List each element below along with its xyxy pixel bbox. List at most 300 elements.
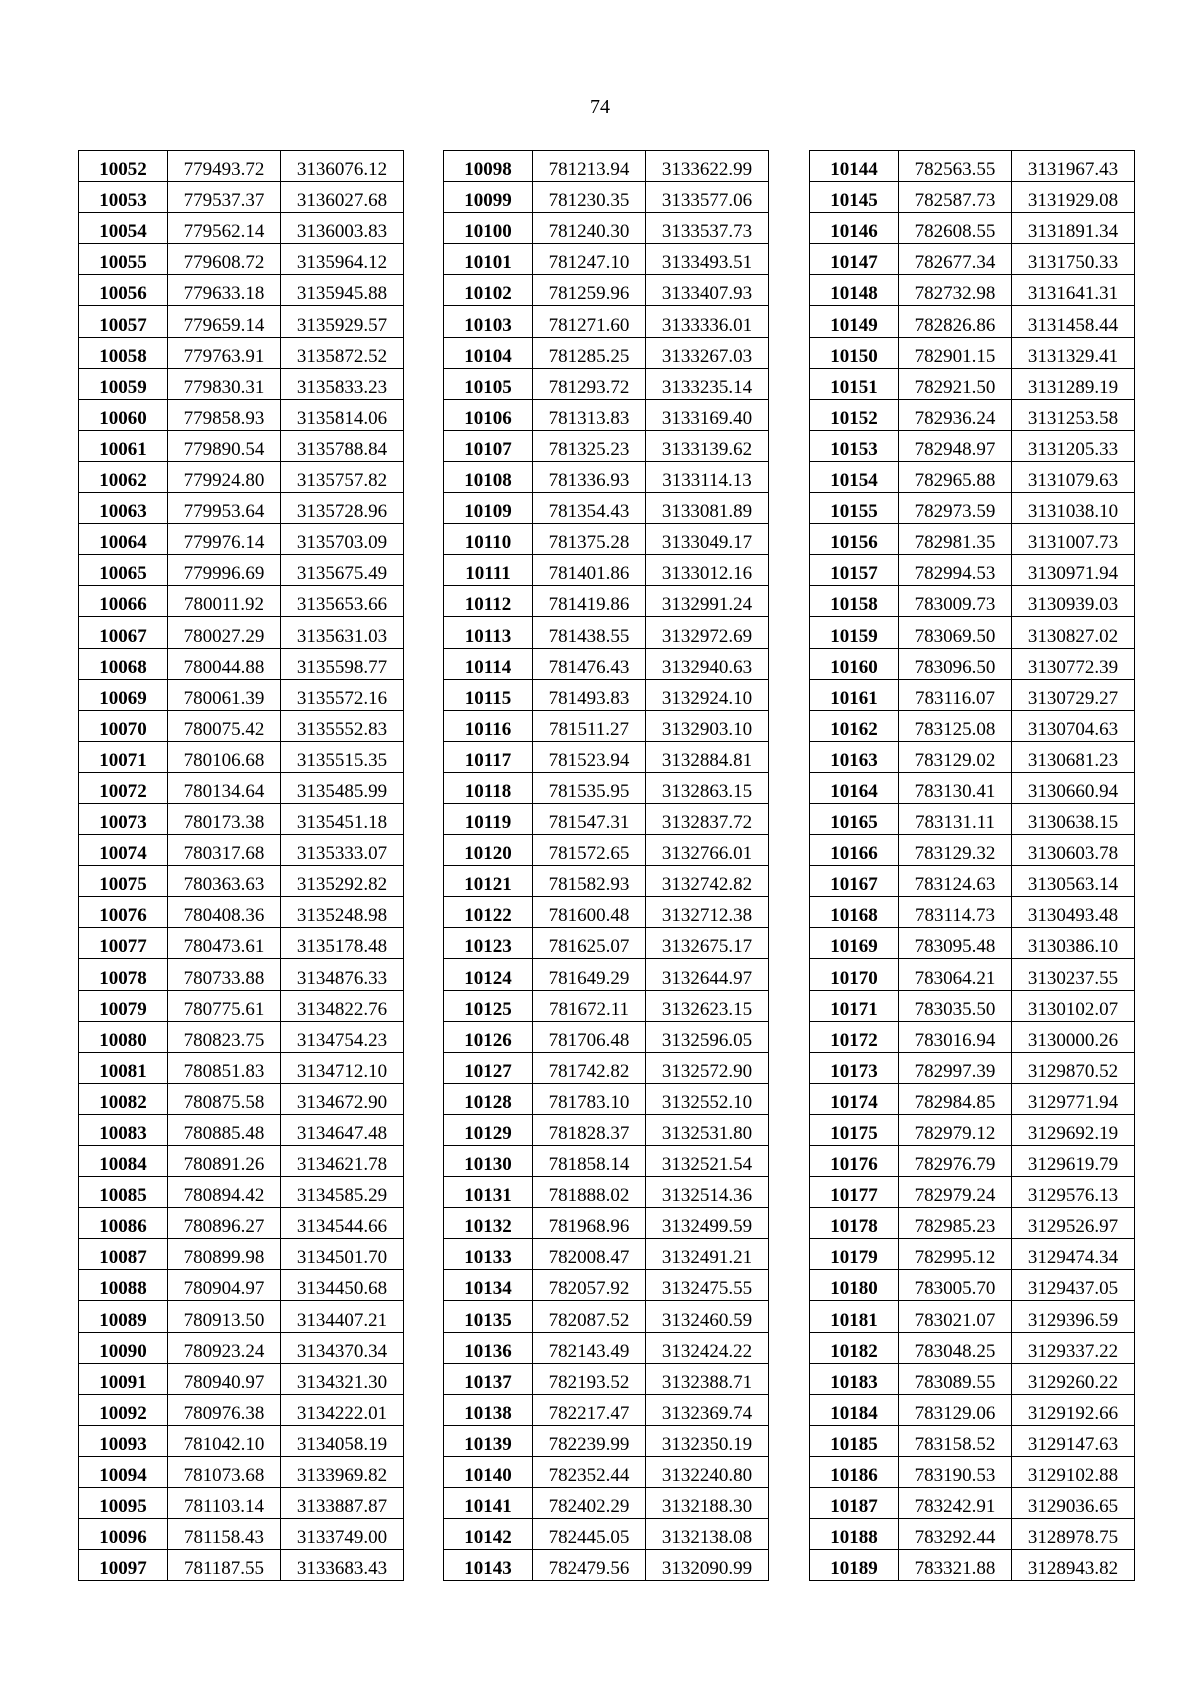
x-coordinate-cell: 783190.53: [899, 1456, 1012, 1487]
x-coordinate-cell: 780913.50: [168, 1301, 281, 1332]
y-coordinate-cell: 3132460.59: [646, 1301, 769, 1332]
x-coordinate-cell: 780011.92: [168, 586, 281, 617]
y-coordinate-cell: 3134876.33: [281, 959, 404, 990]
point-id-cell: 10065: [79, 555, 168, 586]
point-id-cell: 10124: [444, 959, 533, 990]
x-coordinate-cell: 781523.94: [533, 741, 646, 772]
table-row: [444, 306, 769, 337]
y-coordinate-cell: 3134647.48: [281, 1114, 404, 1145]
y-coordinate-cell: 3135814.06: [281, 399, 404, 430]
table-row: [810, 182, 1135, 213]
x-coordinate-cell: 782985.23: [899, 1208, 1012, 1239]
table-row: [810, 1146, 1135, 1177]
x-coordinate-cell: 781600.48: [533, 897, 646, 928]
x-coordinate-cell: 783005.70: [899, 1270, 1012, 1301]
x-coordinate-cell: 783131.11: [899, 803, 1012, 834]
point-id-cell: 10062: [79, 461, 168, 492]
table-row: [444, 803, 769, 834]
x-coordinate-cell: 780823.75: [168, 1021, 281, 1052]
point-id-cell: 10141: [444, 1488, 533, 1519]
x-coordinate-cell: 781375.28: [533, 524, 646, 555]
y-coordinate-cell: 3132712.38: [646, 897, 769, 928]
point-id-cell: 10185: [810, 1425, 899, 1456]
table-row: [444, 617, 769, 648]
table-row: [444, 1052, 769, 1083]
x-coordinate-cell: 780851.83: [168, 1052, 281, 1083]
y-coordinate-cell: 3132675.17: [646, 928, 769, 959]
x-coordinate-cell: 783035.50: [899, 990, 1012, 1021]
table-row: [444, 151, 769, 182]
x-coordinate-cell: 782979.24: [899, 1177, 1012, 1208]
point-id-cell: 10165: [810, 803, 899, 834]
x-coordinate-cell: 779858.93: [168, 399, 281, 430]
x-coordinate-cell: 780733.88: [168, 959, 281, 990]
x-coordinate-cell: 779953.64: [168, 493, 281, 524]
y-coordinate-cell: 3129870.52: [1012, 1052, 1135, 1083]
point-id-cell: 10127: [444, 1052, 533, 1083]
y-coordinate-cell: 3133049.17: [646, 524, 769, 555]
y-coordinate-cell: 3129036.65: [1012, 1488, 1135, 1519]
x-coordinate-cell: 781213.94: [533, 151, 646, 182]
x-coordinate-cell: 783130.41: [899, 772, 1012, 803]
table-row: [79, 1114, 404, 1145]
point-id-cell: 10158: [810, 586, 899, 617]
x-coordinate-cell: 783321.88: [899, 1550, 1012, 1581]
x-coordinate-cell: 779493.72: [168, 151, 281, 182]
x-coordinate-cell: 783242.91: [899, 1488, 1012, 1519]
y-coordinate-cell: 3135833.23: [281, 368, 404, 399]
point-id-cell: 10160: [810, 648, 899, 679]
x-coordinate-cell: 779924.80: [168, 461, 281, 492]
table-row: [444, 1021, 769, 1052]
point-id-cell: 10104: [444, 337, 533, 368]
point-id-cell: 10105: [444, 368, 533, 399]
table-row: [810, 244, 1135, 275]
x-coordinate-cell: 781354.43: [533, 493, 646, 524]
point-id-cell: 10139: [444, 1425, 533, 1456]
y-coordinate-cell: 3130102.07: [1012, 990, 1135, 1021]
x-coordinate-cell: 782479.56: [533, 1550, 646, 1581]
point-id-cell: 10182: [810, 1332, 899, 1363]
y-coordinate-cell: 3130660.94: [1012, 772, 1135, 803]
table-row: [444, 772, 769, 803]
table-row: [444, 928, 769, 959]
table-row: [444, 1519, 769, 1550]
y-coordinate-cell: 3135653.66: [281, 586, 404, 617]
point-id-cell: 10173: [810, 1052, 899, 1083]
y-coordinate-cell: 3131891.34: [1012, 213, 1135, 244]
point-id-cell: 10137: [444, 1363, 533, 1394]
x-coordinate-cell: 781325.23: [533, 430, 646, 461]
table-row: [444, 866, 769, 897]
y-coordinate-cell: 3131253.58: [1012, 399, 1135, 430]
point-id-cell: 10072: [79, 772, 168, 803]
point-id-cell: 10091: [79, 1363, 168, 1394]
point-id-cell: 10184: [810, 1394, 899, 1425]
y-coordinate-cell: 3135292.82: [281, 866, 404, 897]
point-id-cell: 10164: [810, 772, 899, 803]
y-coordinate-cell: 3135675.49: [281, 555, 404, 586]
y-coordinate-cell: 3135485.99: [281, 772, 404, 803]
x-coordinate-cell: 780875.58: [168, 1083, 281, 1114]
y-coordinate-cell: 3135178.48: [281, 928, 404, 959]
table-row: [79, 648, 404, 679]
x-coordinate-cell: 781336.93: [533, 461, 646, 492]
table-row: [444, 524, 769, 555]
table-row: [810, 1239, 1135, 1270]
y-coordinate-cell: 3132940.63: [646, 648, 769, 679]
x-coordinate-cell: 783069.50: [899, 617, 1012, 648]
table-row: [810, 1394, 1135, 1425]
x-coordinate-cell: 781625.07: [533, 928, 646, 959]
y-coordinate-cell: 3130493.48: [1012, 897, 1135, 928]
table-row: [79, 1425, 404, 1456]
table-row: [810, 275, 1135, 306]
y-coordinate-cell: 3132531.80: [646, 1114, 769, 1145]
y-coordinate-cell: 3128943.82: [1012, 1550, 1135, 1581]
point-id-cell: 10079: [79, 990, 168, 1021]
table-row: [79, 461, 404, 492]
point-id-cell: 10175: [810, 1114, 899, 1145]
x-coordinate-cell: 783158.52: [899, 1425, 1012, 1456]
y-coordinate-cell: 3132924.10: [646, 679, 769, 710]
table-row: [810, 741, 1135, 772]
x-coordinate-cell: 782193.52: [533, 1363, 646, 1394]
y-coordinate-cell: 3133969.82: [281, 1456, 404, 1487]
y-coordinate-cell: 3131641.31: [1012, 275, 1135, 306]
y-coordinate-cell: 3135728.96: [281, 493, 404, 524]
y-coordinate-cell: 3134754.23: [281, 1021, 404, 1052]
table-row: [444, 213, 769, 244]
y-coordinate-cell: 3132572.90: [646, 1052, 769, 1083]
y-coordinate-cell: 3132644.97: [646, 959, 769, 990]
y-coordinate-cell: 3130603.78: [1012, 835, 1135, 866]
table-row: [79, 1021, 404, 1052]
point-id-cell: 10114: [444, 648, 533, 679]
table-row: [810, 772, 1135, 803]
table-row: [79, 244, 404, 275]
table-row: [79, 1394, 404, 1425]
point-id-cell: 10102: [444, 275, 533, 306]
x-coordinate-cell: 783114.73: [899, 897, 1012, 928]
y-coordinate-cell: 3134370.34: [281, 1332, 404, 1363]
table-row: [79, 1550, 404, 1581]
x-coordinate-cell: 782973.59: [899, 493, 1012, 524]
point-id-cell: 10118: [444, 772, 533, 803]
y-coordinate-cell: 3134544.66: [281, 1208, 404, 1239]
table-row: [444, 399, 769, 430]
x-coordinate-cell: 783292.44: [899, 1519, 1012, 1550]
y-coordinate-cell: 3129147.63: [1012, 1425, 1135, 1456]
y-coordinate-cell: 3132388.71: [646, 1363, 769, 1394]
point-id-cell: 10156: [810, 524, 899, 555]
y-coordinate-cell: 3135631.03: [281, 617, 404, 648]
y-coordinate-cell: 3132903.10: [646, 710, 769, 741]
x-coordinate-cell: 782143.49: [533, 1332, 646, 1363]
point-id-cell: 10068: [79, 648, 168, 679]
x-coordinate-cell: 783125.08: [899, 710, 1012, 741]
y-coordinate-cell: 3134822.76: [281, 990, 404, 1021]
y-coordinate-cell: 3130386.10: [1012, 928, 1135, 959]
table-row: [79, 1052, 404, 1083]
point-id-cell: 10055: [79, 244, 168, 275]
point-id-cell: 10154: [810, 461, 899, 492]
y-coordinate-cell: 3135872.52: [281, 337, 404, 368]
x-coordinate-cell: 783089.55: [899, 1363, 1012, 1394]
point-id-cell: 10115: [444, 679, 533, 710]
table-row: [810, 1177, 1135, 1208]
point-id-cell: 10052: [79, 151, 168, 182]
point-id-cell: 10148: [810, 275, 899, 306]
point-id-cell: 10086: [79, 1208, 168, 1239]
x-coordinate-cell: 781259.96: [533, 275, 646, 306]
x-coordinate-cell: 781858.14: [533, 1146, 646, 1177]
x-coordinate-cell: 782352.44: [533, 1456, 646, 1487]
point-id-cell: 10155: [810, 493, 899, 524]
table-row: [810, 493, 1135, 524]
x-coordinate-cell: 783021.07: [899, 1301, 1012, 1332]
y-coordinate-cell: 3135552.83: [281, 710, 404, 741]
coordinate-table-3: [809, 150, 1135, 1581]
x-coordinate-cell: 782979.12: [899, 1114, 1012, 1145]
x-coordinate-cell: 782239.99: [533, 1425, 646, 1456]
x-coordinate-cell: 781828.37: [533, 1114, 646, 1145]
x-coordinate-cell: 783048.25: [899, 1332, 1012, 1363]
point-id-cell: 10126: [444, 1021, 533, 1052]
y-coordinate-cell: 3134222.01: [281, 1394, 404, 1425]
x-coordinate-cell: 781103.14: [168, 1488, 281, 1519]
point-id-cell: 10144: [810, 151, 899, 182]
y-coordinate-cell: 3130563.14: [1012, 866, 1135, 897]
y-coordinate-cell: 3135964.12: [281, 244, 404, 275]
y-coordinate-cell: 3132475.55: [646, 1270, 769, 1301]
point-id-cell: 10110: [444, 524, 533, 555]
y-coordinate-cell: 3132863.15: [646, 772, 769, 803]
y-coordinate-cell: 3132424.22: [646, 1332, 769, 1363]
x-coordinate-cell: 782826.86: [899, 306, 1012, 337]
table-row: [810, 679, 1135, 710]
y-coordinate-cell: 3131007.73: [1012, 524, 1135, 555]
y-coordinate-cell: 3132499.59: [646, 1208, 769, 1239]
point-id-cell: 10097: [79, 1550, 168, 1581]
point-id-cell: 10054: [79, 213, 168, 244]
x-coordinate-cell: 779890.54: [168, 430, 281, 461]
y-coordinate-cell: 3133114.13: [646, 461, 769, 492]
point-id-cell: 10142: [444, 1519, 533, 1550]
x-coordinate-cell: 779608.72: [168, 244, 281, 275]
table-row: [79, 1177, 404, 1208]
y-coordinate-cell: 3133683.43: [281, 1550, 404, 1581]
table-row: [810, 1083, 1135, 1114]
table-row: [79, 430, 404, 461]
table-row: [810, 803, 1135, 834]
point-id-cell: 10061: [79, 430, 168, 461]
y-coordinate-cell: 3130237.55: [1012, 959, 1135, 990]
point-id-cell: 10152: [810, 399, 899, 430]
y-coordinate-cell: 3133407.93: [646, 275, 769, 306]
page-number: 74: [590, 96, 610, 118]
y-coordinate-cell: 3133139.62: [646, 430, 769, 461]
table-row: [810, 368, 1135, 399]
table-row: [810, 1052, 1135, 1083]
y-coordinate-cell: 3131205.33: [1012, 430, 1135, 461]
point-id-cell: 10119: [444, 803, 533, 834]
table-row: [79, 151, 404, 182]
table-row: [810, 897, 1135, 928]
table-row: [444, 1332, 769, 1363]
point-id-cell: 10159: [810, 617, 899, 648]
x-coordinate-cell: 781493.83: [533, 679, 646, 710]
x-coordinate-cell: 781547.31: [533, 803, 646, 834]
x-coordinate-cell: 780894.42: [168, 1177, 281, 1208]
point-id-cell: 10074: [79, 835, 168, 866]
x-coordinate-cell: 781313.83: [533, 399, 646, 430]
x-coordinate-cell: 782995.12: [899, 1239, 1012, 1270]
table-row: [810, 1114, 1135, 1145]
table-row: [810, 648, 1135, 679]
table-row: [810, 151, 1135, 182]
table-row: [444, 1550, 769, 1581]
table-row: [810, 461, 1135, 492]
x-coordinate-cell: 783129.02: [899, 741, 1012, 772]
point-id-cell: 10090: [79, 1332, 168, 1363]
x-coordinate-cell: 779763.91: [168, 337, 281, 368]
table-row: [79, 1208, 404, 1239]
table-row: [444, 430, 769, 461]
point-id-cell: 10094: [79, 1456, 168, 1487]
y-coordinate-cell: 3129576.13: [1012, 1177, 1135, 1208]
x-coordinate-cell: 781672.11: [533, 990, 646, 1021]
table-row: [444, 337, 769, 368]
y-coordinate-cell: 3134450.68: [281, 1270, 404, 1301]
x-coordinate-cell: 781783.10: [533, 1083, 646, 1114]
table-row: [444, 959, 769, 990]
table-row: [810, 1425, 1135, 1456]
x-coordinate-cell: 781271.60: [533, 306, 646, 337]
table-row: [79, 1083, 404, 1114]
table-row: [810, 399, 1135, 430]
point-id-cell: 10106: [444, 399, 533, 430]
point-id-cell: 10095: [79, 1488, 168, 1519]
x-coordinate-cell: 783095.48: [899, 928, 1012, 959]
table-row: [79, 959, 404, 990]
y-coordinate-cell: 3132521.54: [646, 1146, 769, 1177]
x-coordinate-cell: 781572.65: [533, 835, 646, 866]
point-id-cell: 10059: [79, 368, 168, 399]
y-coordinate-cell: 3132491.21: [646, 1239, 769, 1270]
table-row: [810, 1021, 1135, 1052]
x-coordinate-cell: 782994.53: [899, 555, 1012, 586]
x-coordinate-cell: 781293.72: [533, 368, 646, 399]
x-coordinate-cell: 779562.14: [168, 213, 281, 244]
point-id-cell: 10101: [444, 244, 533, 275]
y-coordinate-cell: 3131329.41: [1012, 337, 1135, 368]
x-coordinate-cell: 781535.95: [533, 772, 646, 803]
table-row: [79, 586, 404, 617]
y-coordinate-cell: 3135515.35: [281, 741, 404, 772]
x-coordinate-cell: 782217.47: [533, 1394, 646, 1425]
table-row: [79, 679, 404, 710]
table-row: [444, 368, 769, 399]
y-coordinate-cell: 3132369.74: [646, 1394, 769, 1425]
x-coordinate-cell: 783016.94: [899, 1021, 1012, 1052]
y-coordinate-cell: 3131458.44: [1012, 306, 1135, 337]
point-id-cell: 10183: [810, 1363, 899, 1394]
point-id-cell: 10107: [444, 430, 533, 461]
x-coordinate-cell: 781476.43: [533, 648, 646, 679]
y-coordinate-cell: 3135333.07: [281, 835, 404, 866]
x-coordinate-cell: 779996.69: [168, 555, 281, 586]
point-id-cell: 10100: [444, 213, 533, 244]
point-id-cell: 10171: [810, 990, 899, 1021]
point-id-cell: 10174: [810, 1083, 899, 1114]
y-coordinate-cell: 3131289.19: [1012, 368, 1135, 399]
x-coordinate-cell: 781247.10: [533, 244, 646, 275]
y-coordinate-cell: 3134501.70: [281, 1239, 404, 1270]
table-row: [810, 1488, 1135, 1519]
point-id-cell: 10098: [444, 151, 533, 182]
x-coordinate-cell: 780775.61: [168, 990, 281, 1021]
x-coordinate-cell: 780891.26: [168, 1146, 281, 1177]
y-coordinate-cell: 3130827.02: [1012, 617, 1135, 648]
y-coordinate-cell: 3134058.19: [281, 1425, 404, 1456]
point-id-cell: 10113: [444, 617, 533, 648]
y-coordinate-cell: 3132188.30: [646, 1488, 769, 1519]
table-row: [444, 1488, 769, 1519]
table-row: [444, 990, 769, 1021]
x-coordinate-cell: 782984.85: [899, 1083, 1012, 1114]
y-coordinate-cell: 3133012.16: [646, 555, 769, 586]
y-coordinate-cell: 3133336.01: [646, 306, 769, 337]
y-coordinate-cell: 3129692.19: [1012, 1114, 1135, 1145]
table-row: [79, 1488, 404, 1519]
y-coordinate-cell: 3133081.89: [646, 493, 769, 524]
table-row: [79, 1301, 404, 1332]
y-coordinate-cell: 3133537.73: [646, 213, 769, 244]
table-row: [810, 524, 1135, 555]
point-id-cell: 10066: [79, 586, 168, 617]
table-row: [79, 1239, 404, 1270]
point-id-cell: 10150: [810, 337, 899, 368]
table-row: [444, 1177, 769, 1208]
table-row: [810, 555, 1135, 586]
point-id-cell: 10087: [79, 1239, 168, 1270]
point-id-cell: 10145: [810, 182, 899, 213]
y-coordinate-cell: 3130681.23: [1012, 741, 1135, 772]
x-coordinate-cell: 782445.05: [533, 1519, 646, 1550]
table-row: [444, 275, 769, 306]
table-row: [79, 617, 404, 648]
table-row: [79, 1519, 404, 1550]
point-id-cell: 10060: [79, 399, 168, 430]
x-coordinate-cell: 782965.88: [899, 461, 1012, 492]
point-id-cell: 10084: [79, 1146, 168, 1177]
point-id-cell: 10109: [444, 493, 533, 524]
y-coordinate-cell: 3135945.88: [281, 275, 404, 306]
table-row: [79, 835, 404, 866]
point-id-cell: 10057: [79, 306, 168, 337]
table-row: [444, 1425, 769, 1456]
x-coordinate-cell: 780044.88: [168, 648, 281, 679]
x-coordinate-cell: 781187.55: [168, 1550, 281, 1581]
point-id-cell: 10075: [79, 866, 168, 897]
point-id-cell: 10121: [444, 866, 533, 897]
y-coordinate-cell: 3129260.22: [1012, 1363, 1135, 1394]
y-coordinate-cell: 3135757.82: [281, 461, 404, 492]
point-id-cell: 10151: [810, 368, 899, 399]
x-coordinate-cell: 783009.73: [899, 586, 1012, 617]
x-coordinate-cell: 780106.68: [168, 741, 281, 772]
